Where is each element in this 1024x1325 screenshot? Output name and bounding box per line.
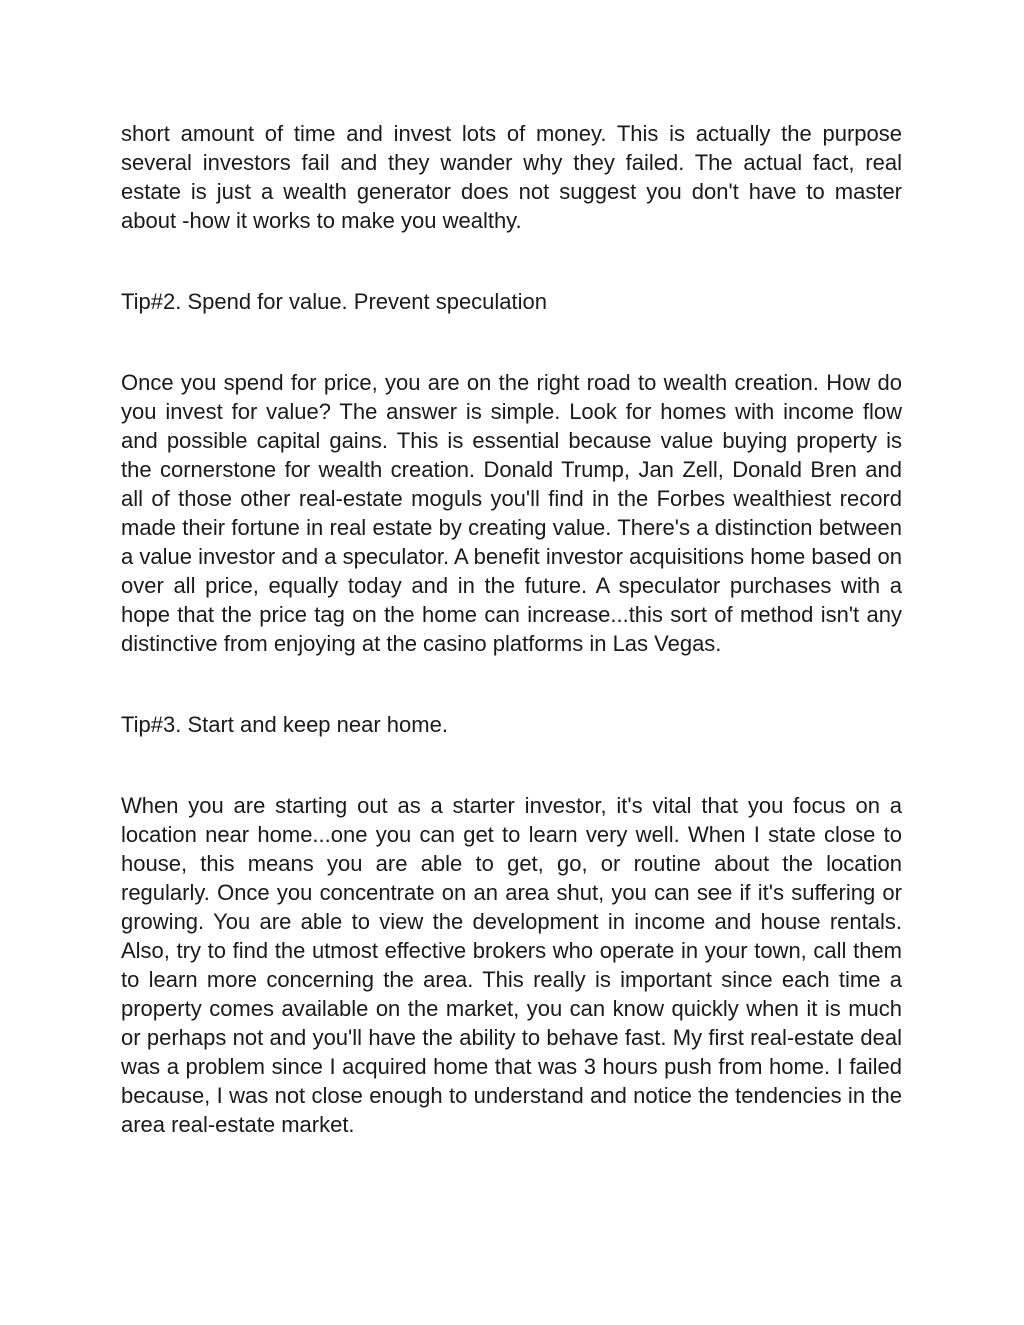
tip-3-heading: Tip#3. Start and keep near home. [121, 712, 448, 737]
paragraph-intro: short amount of time and invest lots of money. This is actually the purpose several investors fail and they wander why they failed. The actual fact, real estate is just a wealth generator does not suggest you don't have to master about -how it works to make you wealthy. [121, 121, 902, 233]
document-page [121, 119, 902, 1139]
spacer [121, 235, 902, 287]
spacer [121, 658, 902, 710]
paragraph-invest-near-home: When you are starting out as a starter investor, it's vital that you focus on a location near home...one you can get to learn very well. When I state close to house, this means you are able to get, go, or routine about the location regularly. Once you concentrate on an area shut, you can see if it's suffering or growing. You are able to view the development in income and house rentals. Also, try to find the utmost effective brokers who operate in your town, call them to learn more concerning the area. This really is important since each time a property comes available on the market, you can know quickly when it is much or perhaps not and you'll have the ability to behave fast. My first real-estate deal was a problem since I acquired home that was 3 hours push from home. I failed because, I was not close enough to understand and notice the tendencies in the area real-estate market. [121, 793, 902, 1137]
tip-2-heading: Tip#2. Spend for value. Prevent speculation [121, 289, 548, 314]
spacer [121, 316, 902, 368]
paragraph-value-investing: Once you spend for price, you are on the right road to wealth creation. How do you invest for value? The answer is simple. Look for homes with income flow and possible capital gains. This is essential because value buying property is the cornerstone for wealth creation. Donald Trump, Jan Zell, Donald Bren and all of those other real-estate moguls you'll find in the Forbes wealthiest record made their fortune in real estate by creating value. There's a distinction between a value investor and a speculator. A benefit investor acquisitions home based on over all price, equally today and in the future. A speculator purchases with a hope that the price tag on the home can increase...this sort of method isn't any distinctive from enjoying at the casino platforms in Las Vegas. [121, 370, 902, 656]
spacer [121, 739, 902, 791]
